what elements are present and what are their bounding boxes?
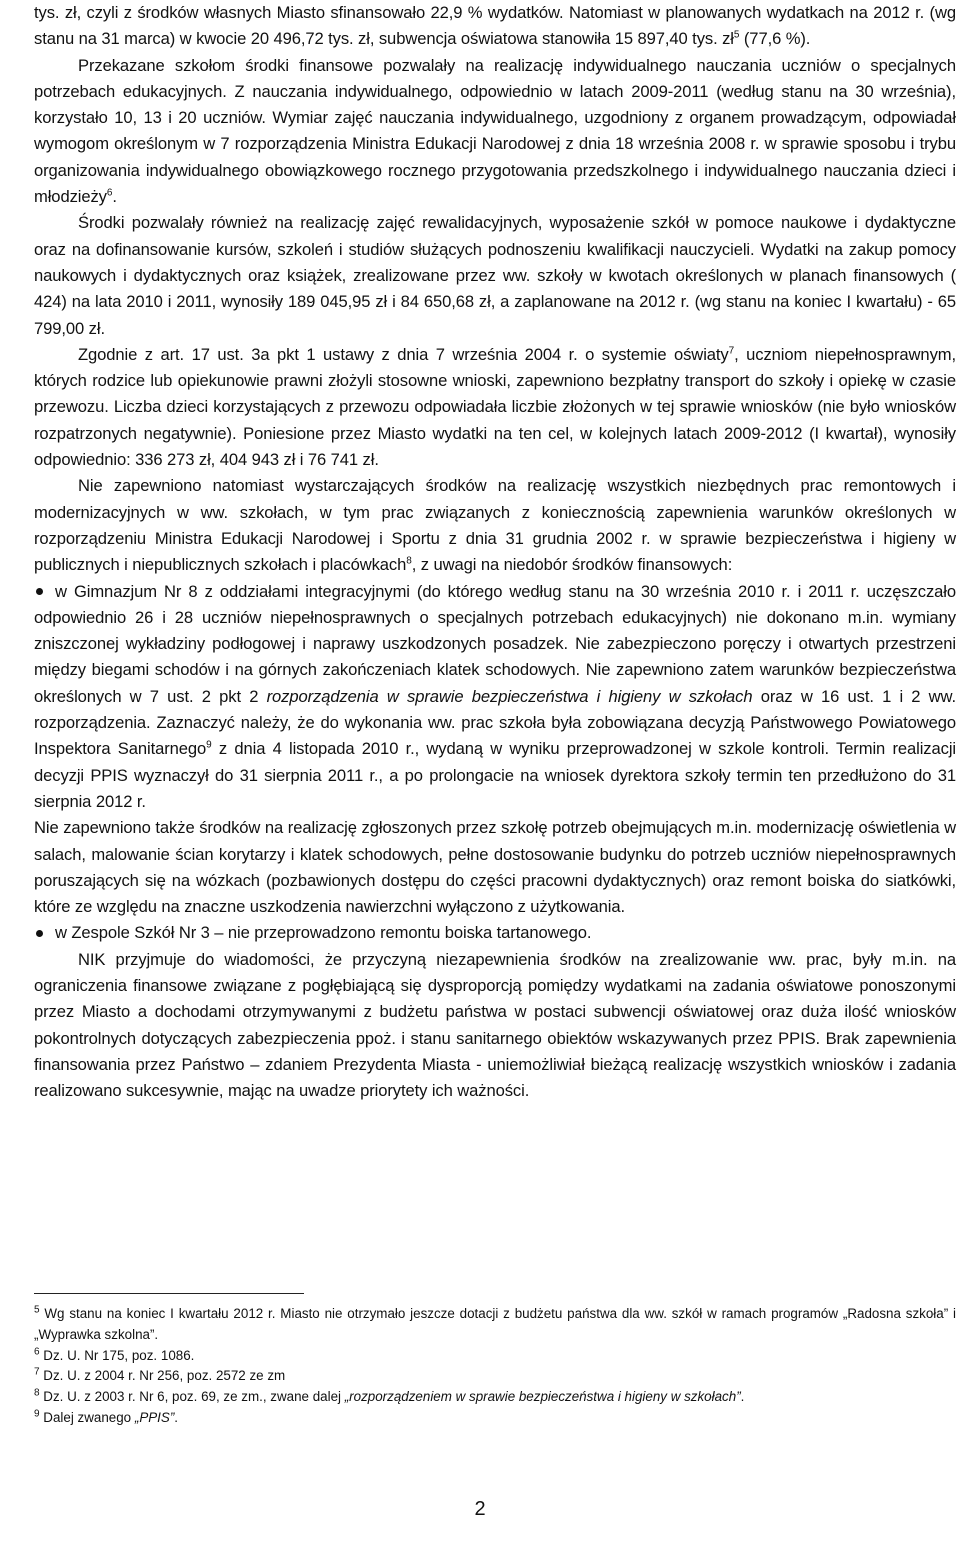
footnote-7: $^7$ Dz. U. z 2004 r. Nr 256, poz. 2572 ze zm	[34, 1366, 286, 1384]
page-number: 2	[474, 1498, 486, 1520]
paragraph-4: Zgodnie z art. 17 ust. 3a pkt 1 ustawy z dnia 7 września 2004 r. o systemie oświaty$^7$, uczniom niepełnosprawnym, których rodzice lub opiekunowie prawni złożyli stosowne wnioski, zapewniono bezpłatny transport do szkoły i opiekę w czasie przewozu. Liczba dzieci korzystających z przewozu odpowiadała liczbie złożonych w tej sprawie wniosków (nie było wniosków rozpatrzonych negatywnie). Poniesione przez Miasto wydatki na ten cel, w kolejnych latach 2009-2012 (I kwartał), wynosiły odpowiednio: 336 273 zł, 404 943 zł i 76 741 zł.	[34, 344, 956, 470]
footnote-8: $^8$ Dz. U. z 2003 r. Nr 6, poz. 69, ze zm., zwane dalej „rozporządzeniem w sprawie bezpieczeństwa i higieny w szkołach”.	[34, 1387, 745, 1405]
footnotes-section	[34, 1293, 956, 1429]
footnote-ref-5[interactable]: 5	[733, 29, 740, 41]
footnote-ref-9[interactable]: 9	[206, 739, 212, 751]
paragraph-1: tys. zł, czyli z środków własnych Miasto sfinansowało 22,9 % wydatków. Natomiast w planowanych wydatkach na 2012 r. (wg stanu na 31 marca) w kwocie 20 496,72 tys. zł, subwencja oświatowa stanowiła 15 897,40 tys. $zł^5$ (77,6 %).	[34, 3, 956, 49]
bullet-item-zespol-szkol-3: w Zespole Szkół Nr 3 – nie przeprowadzono remontu boiska tartanowego.	[34, 920, 956, 946]
footnote-9: $^9$ Dalej zwanego „PPIS”.	[34, 1408, 179, 1425]
bullet-continuation: Nie zapewniono także środków na realizację zgłoszonych przez szkołę potrzeb obejmujących m.in. modernizację oświetlenia w salach, malowanie ścian korytarzy i klatek schodowych, pełne dostosowanie budynku do potrzeb uczniów niepełnosprawnych poruszających się na wózkach (pozbawionych dostępu do części pracowni dydaktycznych) oraz remont boiska do siatkówki, które ze względu na znaczne uszkodzenia nawierzchni wyłączono z użytkowania.	[34, 818, 956, 917]
document-page	[34, 0, 957, 1425]
paragraph-2: Przekazane szkołom środki finansowe pozwalały na realizację indywidualnego nauczania uczniów o specjalnych potrzebach edukacyjnych. Z nauczania indywidualnego, odpowiednio w latach 2009-2011 (według stanu na 30 września), korzystało 10, 13 i 20 uczniów. Wymiar zajęć nauczania indywidualnego, uzgodniony z organem prowadzącym, odpowiadał wymogom określonym w 7 rozporządzenia Ministra Edukacji Narodowej z dnia 18 września 2008 r. w sprawie sposobu i trybu organizowania indywidualnego obowiązkowego rocznego przygotowania przedszkolnego i indywidualnego nauczania dzieci i młodzieży$^6$.	[34, 55, 956, 207]
footnote-5: $^5$ Wg stanu na koniec I kwartału 2012 r. Miasto nie otrzymało jeszcze dotacji z budżetu państwa dla ww. szkół w ramach programów „Radosna szkoła” i „Wyprawka szkolna”.	[34, 1304, 956, 1342]
footnote-ref-8[interactable]: 8	[406, 555, 412, 567]
footnote-ref-6[interactable]: 6	[106, 187, 113, 199]
paragraph-3: Środki pozwalały również na realizację zajęć rewalidacyjnych, wyposażenie szkół w pomoce naukowe i dydaktyczne oraz na dofinansowanie kursów, szkoleń i studiów służących podnoszeniu kwalifikacji nauczycieli. Wydatki na zakup pomocy naukowych i dydaktycznych oraz książek, zrealizowane przez ww. szkoły w kwotach określonych w planach finansowych ( 424) na lata 2010 i 2011, wynosiły 189 045,95 zł i 84 650,68 zł, a zaplanowane na 2012 r. (wg stanu na koniec I kwartału) - 65 799,00 zł.	[34, 213, 956, 338]
closing-paragraph: NIK przyjmuje do wiadomości, że przyczyną niezapewnienia środków na zrealizowanie ww. prac, były m.in. na ograniczenia finansowe związane z pogłębiającą się dysproporcją pomiędzy wydatkami na zadania oświatowe ponoszonymi przez Miasto a dochodami otrzymywanymi z budżetu państwa w postaci subwencji oświatowej oraz duża ilość wniosków pokontrolnych dotyczących zabezpieczenia ppoż. i stanu sanitarnego obiektów wskazywanych przez PPIS. Brak zapewnienia finansowania przez Państwo – zdaniem Prezydenta Miasta - uniemożliwiał bieżącą realizację wszystkich wniosków i zadania realizowano sukcesywnie, mając na uwadze priorytety ich ważności.	[34, 949, 956, 1101]
footnote-6: $^6$ Dz. U. Nr 175, poz. 1086.	[34, 1346, 195, 1363]
bullet-icon	[36, 930, 43, 937]
footnote-ref-7[interactable]: 7	[728, 345, 735, 357]
bullet-item-gimnazjum-8: w Gimnazjum Nr 8 z oddziałami integracyjnymi (do którego według stanu na 30 września 2010 r. i 2011 r. uczęszczało odpowiednio 26 i 28 uczniów niepełnosprawnych o specjalnych potrzebach edukacyjnych) nie dokonano m.in. wymiany zniszczonej wykładziny podłogowej i naprawy uszkodzonych posadzek. Nie zabezpieczono poręczy i otwartych przestrzeni między biegami schodów i na górnych zakończeniach klatek schodowych. Nie zapewniono zatem warunków bezpieczeństwa określonych w 7 ust. 2 pkt 2 rozporządzenia w sprawie bezpieczeństwa i higieny w szkołach oraz w 16 ust. 1 i 2 ww. rozporządzenia. Zaznaczyć należy, że do wykonania ww. prac szkoła była zobowiązana decyzją Państwowego Powiatowego Inspektora Sanitarnego$^9$ z dnia 4 listopada 2010 r., wydaną w wyniku przeprowadzonej w szkole kontroli. Termin realizacji decyzji PPIS wyznaczył do 31 sierpnia 2011 r., a po prolongacie na wniosek dyrektora szkoły termin ten przedłużono do 31 sierpnia 2012 r.	[34, 581, 957, 811]
footnote-separator	[34, 1293, 304, 1294]
paragraph-5: Nie zapewniono natomiast wystarczających środków na realizację wszystkich niezbędnych prac remontowych i modernizacyjnych w ww. szkołach, w tym prac związanych z koniecznością zapewnienia warunków określonych w rozporządzeniu Ministra Edukacji Narodowej i Sportu z dnia 31 grudnia 2002 r. w sprawie bezpieczeństwa i higieny w publicznych i niepublicznych szkołach i placówkach$^8$, z uwagi na niedobór środków finansowych:	[34, 476, 956, 575]
bullet-icon	[36, 588, 43, 595]
